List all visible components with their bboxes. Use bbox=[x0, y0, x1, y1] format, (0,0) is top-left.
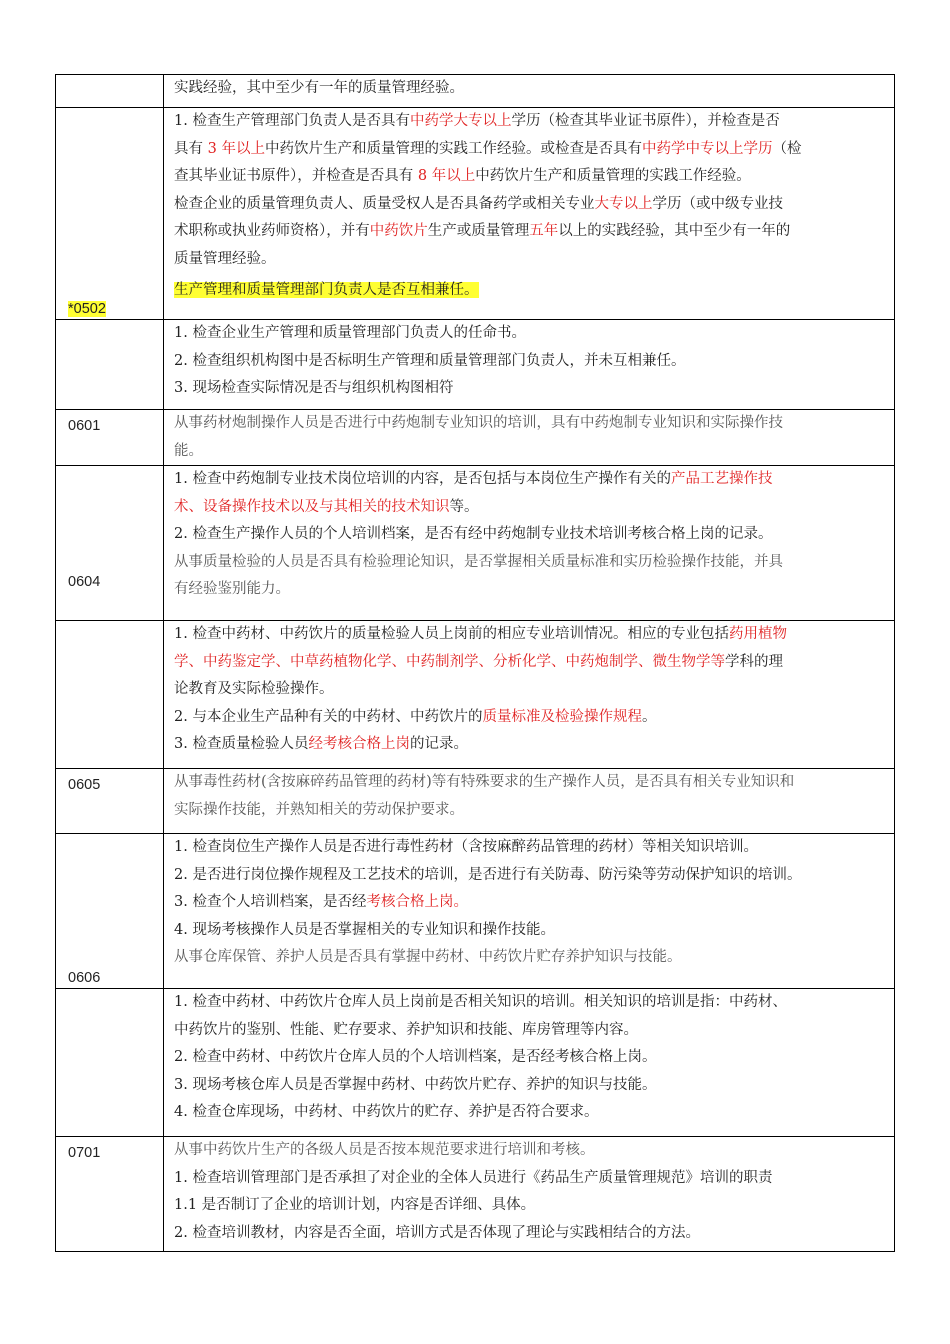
text-line bbox=[174, 889, 886, 917]
text-line: 从事药材炮制操作人员是否进行中药炮制专业知识的培训，具有中药炮制专业知识和实际操作技 bbox=[174, 415, 783, 431]
text-line bbox=[174, 218, 886, 246]
text-line bbox=[174, 136, 886, 164]
text-line bbox=[174, 466, 886, 494]
item-code: *0502 bbox=[68, 301, 106, 317]
text-span: 学历（检查其毕业证书原件），并检查是否 bbox=[511, 113, 780, 129]
text-line bbox=[174, 494, 886, 522]
text-line: 3. 现场检查实际情况是否与组织机构图相符 bbox=[174, 380, 454, 396]
table-row bbox=[56, 410, 895, 466]
code-cell bbox=[56, 989, 164, 1137]
highlight-text: 术、设备操作技术以及与其相关的技术知识 bbox=[174, 498, 450, 515]
text-span: 以上的实践经验，其中至少有一年的 bbox=[558, 223, 791, 239]
table-row bbox=[56, 769, 895, 834]
text-line: 2. 是否进行岗位操作规程及工艺技术的培训，是否进行有关防毒、防污染等劳动保护知识的培训。 bbox=[174, 866, 802, 883]
text-span: 2. 与本企业生产品种有关的中药材、中药饮片的 bbox=[174, 708, 483, 725]
code-cell bbox=[56, 75, 164, 108]
text-line: 质量管理经验。 bbox=[174, 250, 276, 267]
code-cell bbox=[56, 621, 164, 769]
code-cell bbox=[56, 108, 164, 320]
text-span: 等。 bbox=[449, 498, 479, 515]
highlighted-question: 生产管理和质量管理部门负责人是否互相兼任。 bbox=[174, 282, 479, 298]
table-row bbox=[56, 1137, 895, 1252]
code-cell bbox=[56, 1137, 164, 1252]
text-line: 3. 现场考核仓库人员是否掌握中药材、中药饮片贮存、养护的知识与技能。 bbox=[174, 1076, 657, 1093]
table-row bbox=[56, 75, 895, 108]
text-line bbox=[174, 621, 886, 649]
highlight-text: 五年 bbox=[529, 223, 559, 239]
text-line bbox=[174, 731, 886, 759]
text-line: 实际操作技能，并熟知相关的劳动保护要求。 bbox=[174, 801, 464, 818]
content-cell bbox=[164, 410, 895, 466]
code-cell bbox=[56, 834, 164, 989]
content-cell bbox=[164, 989, 895, 1137]
text-line bbox=[174, 191, 886, 219]
inspection-table bbox=[55, 74, 895, 1252]
item-code: 0605 bbox=[68, 777, 101, 793]
table-row bbox=[56, 621, 895, 769]
text-span: 的记录。 bbox=[409, 736, 468, 752]
text-line: 4. 检查仓库现场，中药材、中药饮片的贮存、养护是否符合要求。 bbox=[174, 1104, 599, 1120]
highlight-text: 考核合格上岗。 bbox=[366, 894, 468, 910]
table-row bbox=[56, 108, 895, 320]
text-line: 1. 检查企业生产管理和质量管理部门负责人的任命书。 bbox=[174, 325, 526, 341]
text-span: 中药饮片生产和质量管理的实践工作经验。或检查是否具有 bbox=[264, 140, 642, 157]
text-span: 1. 检查生产管理部门负责人是否具有 bbox=[174, 113, 410, 129]
text-line: 从事质量检验的人员是否具有检验理论知识，是否掌握相关质量标准和实历检验操作技能，并具 bbox=[174, 553, 783, 570]
item-code: 0606 bbox=[68, 970, 101, 986]
text-line bbox=[174, 108, 886, 136]
text-line: 实践经验，其中至少有一年的质量管理经验。 bbox=[174, 80, 464, 96]
text-line: 论教育及实际检验操作。 bbox=[174, 681, 334, 697]
table-row bbox=[56, 320, 895, 410]
text-span: 1. 检查中药炮制专业技术岗位培训的内容，是否包括与本岗位生产操作有关的 bbox=[174, 471, 671, 487]
code-cell bbox=[56, 769, 164, 834]
highlight-text: 质量标准及检验操作规程 bbox=[482, 708, 642, 725]
text-span: 中药饮片生产和质量管理的实践工作经验。 bbox=[475, 168, 751, 184]
text-line: 4. 现场考核操作人员是否掌握相关的专业知识和操作技能。 bbox=[174, 921, 555, 938]
table-row bbox=[56, 834, 895, 989]
text-line: 2. 检查组织机构图中是否标明生产管理和质量管理部门负责人，并未互相兼任。 bbox=[174, 352, 686, 369]
text-line: 2. 检查生产操作人员的个人培训档案，是否有经中药炮制专业技术培训考核合格上岗的记录。 bbox=[174, 526, 773, 542]
text-line bbox=[174, 277, 886, 305]
text-line: 从事仓库保管、养护人员是否具有掌握中药材、中药饮片贮存养护知识与技能。 bbox=[174, 949, 682, 965]
highlight-text: 中药饮片 bbox=[369, 223, 428, 239]
highlight-text: 产品工艺操作技 bbox=[670, 471, 773, 487]
text-line bbox=[174, 163, 886, 191]
content-cell bbox=[164, 466, 895, 621]
content-cell bbox=[164, 621, 895, 769]
text-span: 具有 bbox=[174, 140, 208, 157]
text-span: 查其毕业证书原件），并检查是否具有 bbox=[174, 168, 418, 184]
table-row bbox=[56, 466, 895, 621]
content-cell bbox=[164, 75, 895, 108]
highlight-text: 经考核合格上岗 bbox=[308, 736, 410, 752]
highlight-text: 8 年以上 bbox=[417, 168, 476, 184]
text-line: 从事毒性药材(含按麻碎药品管理的药材)等有特殊要求的生产操作人员，是否具有相关专业知识和 bbox=[174, 774, 795, 790]
text-line bbox=[174, 649, 886, 677]
content-cell bbox=[164, 320, 895, 410]
item-code: 0604 bbox=[68, 574, 101, 590]
text-span: （检 bbox=[772, 140, 802, 157]
content-cell bbox=[164, 834, 895, 989]
item-code: 0601 bbox=[68, 418, 101, 434]
text-line: 2. 检查中药材、中药饮片仓库人员的个人培训档案，是否经考核合格上岗。 bbox=[174, 1049, 657, 1065]
text-span: 。 bbox=[641, 708, 657, 725]
code-cell bbox=[56, 410, 164, 466]
item-code: 0701 bbox=[68, 1145, 101, 1161]
text-span: 3. 检查质量检验人员 bbox=[174, 736, 309, 752]
text-line: 1.1 是否制订了企业的培训计划，内容是否详细、具体。 bbox=[174, 1197, 536, 1213]
content-cell bbox=[164, 769, 895, 834]
highlight-text: 中药学大专以上 bbox=[409, 113, 512, 129]
text-span: 检查企业的质量管理负责人、质量受权人是否具备药学或相关专业 bbox=[174, 195, 595, 212]
text-span: 生产或质量管理 bbox=[427, 223, 530, 239]
text-span: 1. 检查中药材、中药饮片的质量检验人员上岗前的相应专业培训情况。相应的专业包括 bbox=[174, 626, 729, 642]
text-line: 2. 检查培训教材，内容是否全面，培训方式是否体现了理论与实践相结合的方法。 bbox=[174, 1224, 700, 1241]
highlight-text: 学、中药鉴定学、中草药植物化学、中药制剂学、分析化学、中药炮制学、微生物学等 bbox=[174, 653, 725, 670]
highlight-text: 大专以上 bbox=[594, 195, 653, 212]
code-cell bbox=[56, 466, 164, 621]
highlight-text: 中药学中专以上学历 bbox=[641, 140, 773, 157]
table-row bbox=[56, 989, 895, 1137]
content-cell bbox=[164, 1137, 895, 1252]
highlight-text: 3 年以上 bbox=[207, 140, 265, 157]
text-line: 1. 检查岗位生产操作人员是否进行毒性药材（含按麻醉药品管理的药材）等相关知识培训。 bbox=[174, 839, 758, 855]
highlight-text: 药用植物 bbox=[728, 626, 787, 642]
text-span: 学历（或中级专业技 bbox=[652, 195, 783, 212]
text-span: 学科的理 bbox=[725, 653, 783, 670]
text-line: 从事中药饮片生产的各级人员是否按本规范要求进行培训和考核。 bbox=[174, 1142, 595, 1158]
text-line: 中药饮片的鉴别、性能、贮存要求、养护知识和技能、库房管理等内容。 bbox=[174, 1021, 638, 1038]
text-span: 术职称或执业药师资格），并有 bbox=[174, 223, 370, 239]
text-span: 3. 检查个人培训档案，是否经 bbox=[174, 894, 367, 910]
text-line: 能。 bbox=[174, 442, 203, 459]
content-cell bbox=[164, 108, 895, 320]
text-line: 有经验鉴别能力。 bbox=[174, 581, 290, 597]
text-line: 1. 检查中药材、中药饮片仓库人员上岗前是否相关知识的培训。相关知识的培训是指：中药材、 bbox=[174, 994, 787, 1010]
text-line: 1. 检查培训管理部门是否承担了对企业的全体人员进行《药品生产质量管理规范》培训的职责 bbox=[174, 1169, 773, 1186]
text-line bbox=[174, 704, 886, 732]
code-cell bbox=[56, 320, 164, 410]
